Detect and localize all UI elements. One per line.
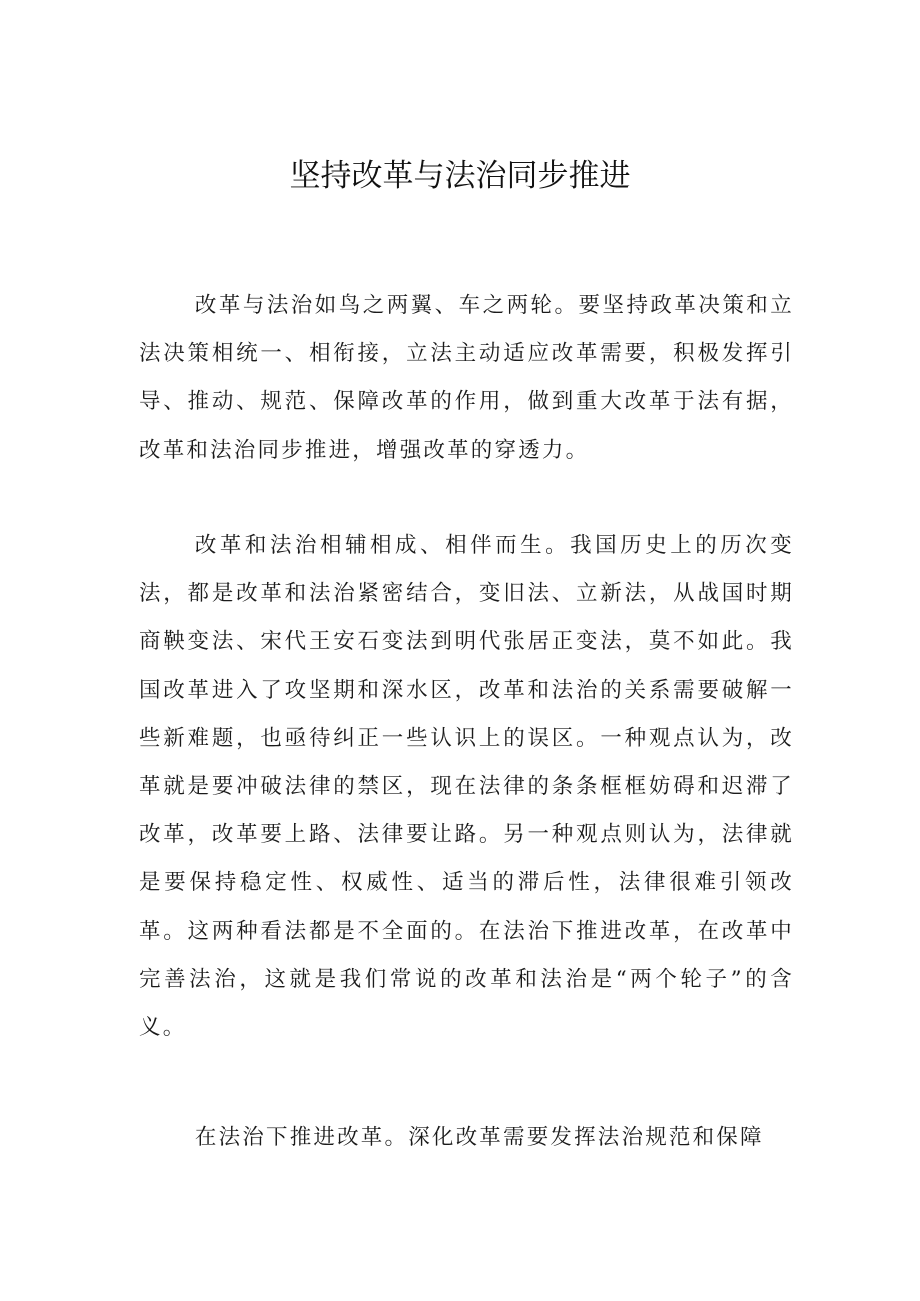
paragraph-1: 改革与法治如鸟之两翼、车之两轮。要坚持政革决策和立法决策相统一、相衔接，立法主动适应改革需要，积极发挥引导、推动、规范、保障改革的作用，做到重大改革于法有据，改革和法治同步推进，增强改革的穿透力。 xyxy=(139,293,794,463)
document-title: 坚持改革与法治同步推进 xyxy=(289,158,631,194)
paragraph-3: 在法治下推进改革。深化改革需要发挥法治规范和保障 xyxy=(194,1125,764,1150)
paragraph-2: 改革和法治相辅相成、相伴而生。我国历史上的历次变法，都是改革和法治紧密结合，变旧法、立新法，从战国时期商鞅变法、宋代王安石变法到明代张居正变法，莫不如此。我国改革进入了攻坚期和深水区，改革和法治的关系需要破解一些新难题，也亟待纠正一些认识上的误区。一种观点认为，改革就是要冲破法律的禁区，现在法律的条条框框妨碍和迟滞了改革，改革要上路、法律要让路。另一种观点则认为，法律就是要保持稳定性、权威性、适当的滞后性，法律很难引领改革。这两种看法都是不全面的。在法治下推进改革，在改革中完善法治，这就是我们常说的改革和法治是“两个轮子”的含义。 xyxy=(139,533,794,1041)
